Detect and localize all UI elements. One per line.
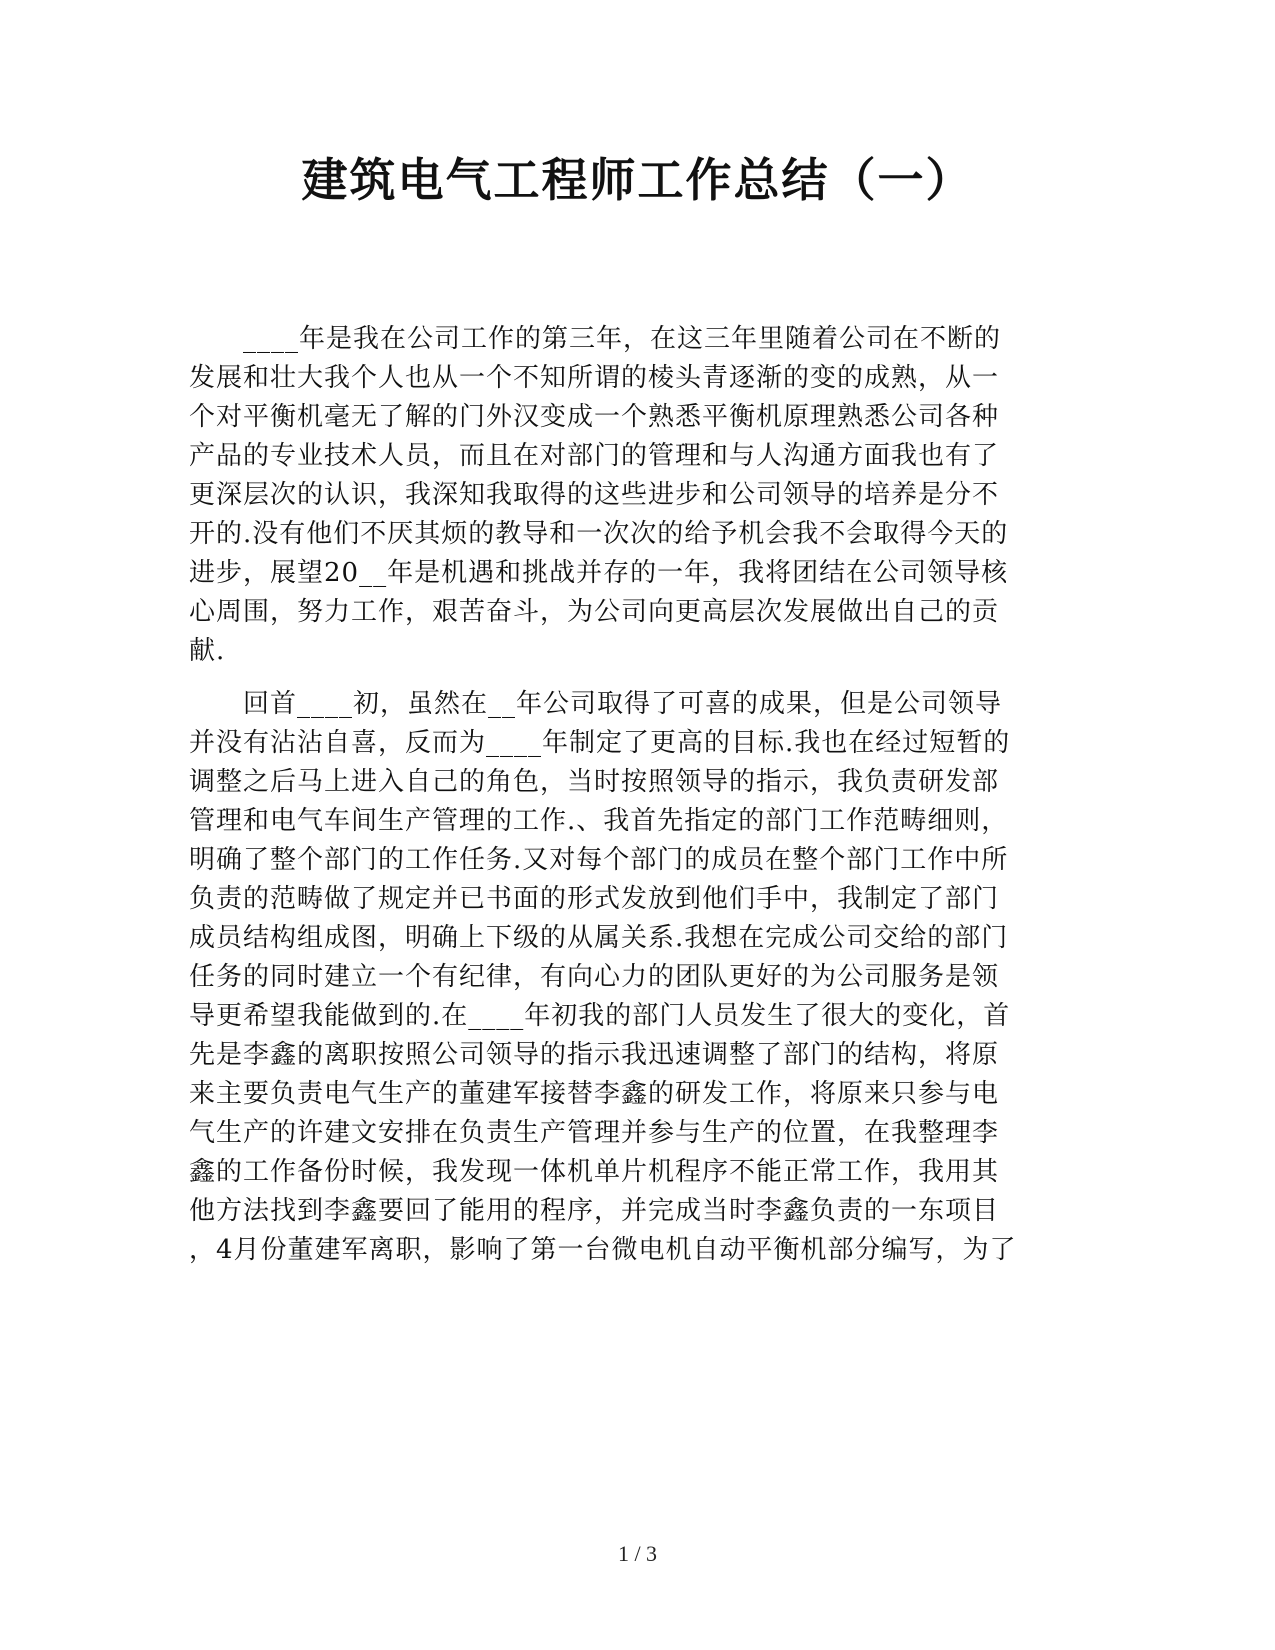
text-line: ____年是我在公司工作的第三年，在这三年里随着公司在不断的 xyxy=(189,324,1002,354)
text-line: 导更希望我能做到的.在____年初我的部门人员发生了很大的变化，首 xyxy=(189,1001,1011,1031)
text-line: 发展和壮大我个人也从一个不知所谓的棱头青逐渐的变的成熟，从一 xyxy=(189,363,1000,393)
paragraph-1 xyxy=(189,320,1089,671)
text-line: 管理和电气车间生产管理的工作.、我首先指定的部门工作范畴细则， xyxy=(189,806,1009,836)
text-line: 任务的同时建立一个有纪律，有向心力的团队更好的为公司服务是领 xyxy=(189,962,1000,992)
document-body xyxy=(189,320,1089,1284)
text-line: ，4月份董建军离职，影响了第一台微电机自动平衡机部分编写，为了 xyxy=(189,1235,1017,1265)
text-line: 明确了整个部门的工作任务.又对每个部门的成员在整个部门工作中所 xyxy=(189,845,1009,875)
text-line: 先是李鑫的离职按照公司领导的指示我迅速调整了部门的结构，将原 xyxy=(189,1040,1000,1070)
text-line: 负责的范畴做了规定并已书面的形式发放到他们手中，我制定了部门 xyxy=(189,884,1000,914)
document-title: 建筑电气工程师工作总结（一） xyxy=(301,153,974,207)
text-line: 并没有沾沾自喜，反而为____年制定了更高的目标.我也在经过短暂的 xyxy=(189,728,1011,758)
text-line: 心周围，努力工作，艰苦奋斗，为公司向更高层次发展做出自己的贡 xyxy=(189,597,1000,627)
text-line: 他方法找到李鑫要回了能用的程序，并完成当时李鑫负责的一东项目 xyxy=(189,1196,1000,1226)
text-line: 个对平衡机毫无了解的门外汉变成一个熟悉平衡机原理熟悉公司各种 xyxy=(189,402,1000,432)
text-line: 气生产的许建文安排在负责生产管理并参与生产的位置，在我整理李 xyxy=(189,1118,1000,1148)
text-line: 成员结构组成图，明确上下级的从属关系.我想在完成公司交给的部门 xyxy=(189,923,1009,953)
text-line: 产品的专业技术人员，而且在对部门的管理和与人沟通方面我也有了 xyxy=(189,441,1000,471)
text-line: 来主要负责电气生产的董建军接替李鑫的研发工作，将原来只参与电 xyxy=(189,1079,1000,1109)
text-line: 回首____初，虽然在__年公司取得了可喜的成果，但是公司领导 xyxy=(189,689,1003,719)
text-line: 进步，展望20__年是机遇和挑战并存的一年，我将团结在公司领导核 xyxy=(189,558,1009,588)
text-line: 鑫的工作备份时候，我发现一体机单片机程序不能正常工作，我用其 xyxy=(189,1157,1000,1187)
paragraph-2 xyxy=(189,685,1089,1270)
text-line: 开的.没有他们不厌其烦的教导和一次次的给予机会我不会取得今天的 xyxy=(189,519,1009,549)
text-line: 更深层次的认识，我深知我取得的这些进步和公司领导的培养是分不 xyxy=(189,480,1000,510)
text-line: 献. xyxy=(189,636,226,666)
text-line: 调整之后马上进入自己的角色，当时按照领导的指示，我负责研发部 xyxy=(189,767,1000,797)
page-number: 1 / 3 xyxy=(617,1541,658,1566)
